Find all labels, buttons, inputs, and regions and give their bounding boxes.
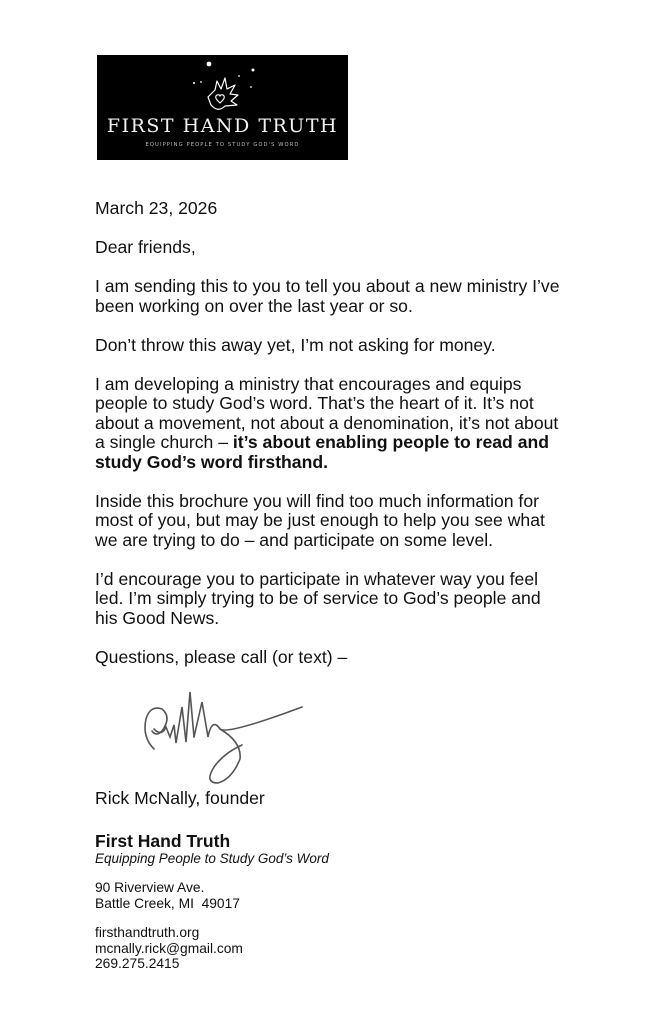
address-line: Battle Creek, MI 49017	[95, 895, 240, 911]
signature-image	[132, 687, 312, 787]
phone-number[interactable]: 269.275.2415	[95, 956, 180, 971]
org-name: First Hand Truth	[95, 831, 231, 851]
footer-contact	[95, 831, 329, 972]
logo	[97, 55, 348, 160]
website-link[interactable]: firsthandtruth.org	[95, 925, 200, 940]
paragraph: Don’t throw this away yet, I’m not asking for money.	[95, 334, 496, 355]
paragraph: I’d encourage you to participate in whatever way you feel led. I’m simply trying to be of service to God’s people and his Good News.	[95, 568, 541, 628]
logo-title: FIRST HAND TRUTH	[106, 115, 339, 137]
paragraph	[95, 375, 565, 473]
closing-line: Questions, please call (or text) –	[95, 646, 348, 667]
address-line: 90 Riverview Ave.	[95, 880, 205, 895]
logo-tagline: EQUIPPING PEOPLE TO STUDY GOD'S WORD	[145, 142, 300, 148]
org-tagline: Equipping People to Study God’s Word	[95, 851, 329, 866]
paragraph: Inside this brochure you will find too much information for most of you, but may be just enough to help you see what we are trying to do – and participate on some level.	[95, 490, 545, 550]
paragraph-text: I am developing a ministry that encourages and equips people to study God’s word. That’s the heart of it. It’s not about a movement, not about a denomination, it’s not about a single church –	[95, 373, 559, 452]
emphasis-text: it’s about enabling people to read and study God’s word firsthand.	[95, 432, 549, 472]
letter-body	[95, 199, 565, 687]
paragraph: I am sending this to you to tell you about a new ministry I’ve been working on over the last year or so.	[95, 276, 560, 316]
salutation: Dear friends,	[95, 237, 196, 257]
email-link[interactable]: mcnally.rick@gmail.com	[95, 940, 243, 956]
signer-name: Rick McNally, founder	[95, 788, 265, 808]
letter-date: March 23, 2026	[95, 198, 218, 218]
